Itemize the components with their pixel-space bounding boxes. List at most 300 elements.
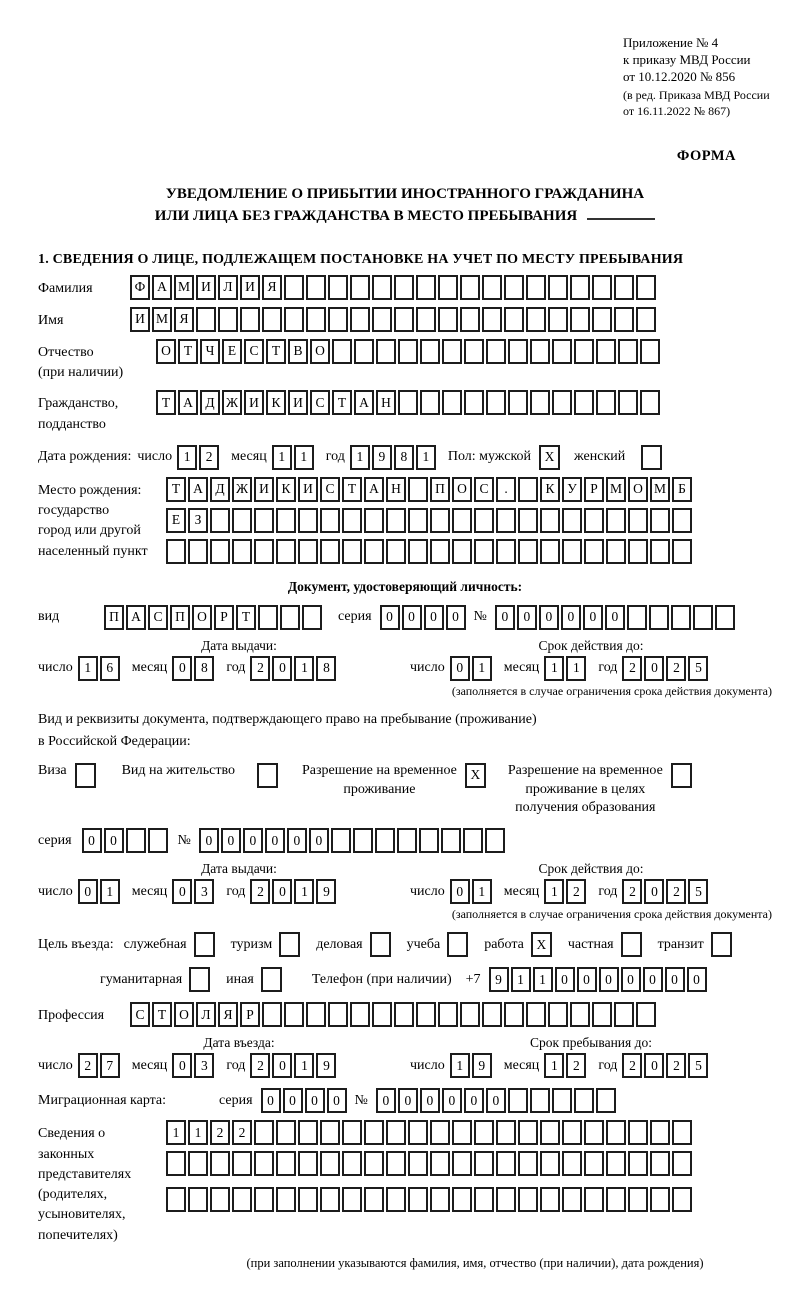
char-cell[interactable]: [640, 339, 660, 364]
char-cell[interactable]: 2: [666, 879, 686, 904]
char-cell[interactable]: [496, 1187, 516, 1212]
char-cell[interactable]: [306, 275, 326, 300]
char-cell[interactable]: [464, 390, 484, 415]
char-cell[interactable]: [232, 508, 252, 533]
char-cell[interactable]: [596, 1088, 616, 1113]
char-cell[interactable]: [548, 1002, 568, 1027]
char-cell[interactable]: [306, 1002, 326, 1027]
char-cell[interactable]: О: [628, 477, 648, 502]
char-cell[interactable]: К: [276, 477, 296, 502]
char-cell[interactable]: [504, 1002, 524, 1027]
char-cell[interactable]: 0: [287, 828, 307, 853]
char-cell[interactable]: С: [474, 477, 494, 502]
char-cell[interactable]: [430, 508, 450, 533]
char-cell[interactable]: [562, 1120, 582, 1145]
char-cell[interactable]: [398, 390, 418, 415]
char-cell[interactable]: [452, 1151, 472, 1176]
char-cell[interactable]: Л: [218, 275, 238, 300]
purpose-other-checkbox[interactable]: [261, 967, 282, 992]
char-cell[interactable]: [650, 1120, 670, 1145]
char-cell[interactable]: И: [254, 477, 274, 502]
char-cell[interactable]: [302, 605, 322, 630]
char-cell[interactable]: [364, 1187, 384, 1212]
char-cell[interactable]: 0: [450, 879, 470, 904]
char-cell[interactable]: [372, 307, 392, 332]
char-cell[interactable]: 0: [605, 605, 625, 630]
char-cell[interactable]: 0: [644, 656, 664, 681]
char-cell[interactable]: [218, 307, 238, 332]
temp-residence-education-checkbox[interactable]: [671, 763, 692, 788]
char-cell[interactable]: [254, 508, 274, 533]
char-cell[interactable]: [430, 1187, 450, 1212]
char-cell[interactable]: 8: [316, 656, 336, 681]
char-cell[interactable]: [672, 539, 692, 564]
char-cell[interactable]: 0: [665, 967, 685, 992]
char-cell[interactable]: [364, 508, 384, 533]
char-cell[interactable]: 0: [283, 1088, 303, 1113]
char-cell[interactable]: [628, 539, 648, 564]
char-cell[interactable]: [328, 275, 348, 300]
char-cell[interactable]: 1: [166, 1120, 186, 1145]
char-cell[interactable]: [526, 307, 546, 332]
char-cell[interactable]: [504, 307, 524, 332]
char-cell[interactable]: 0: [583, 605, 603, 630]
char-cell[interactable]: 9: [472, 1053, 492, 1078]
purpose-commercial-checkbox[interactable]: [370, 932, 391, 957]
char-cell[interactable]: Р: [240, 1002, 260, 1027]
temp-residence-checkbox[interactable]: X: [465, 763, 486, 788]
char-cell[interactable]: [350, 275, 370, 300]
char-cell[interactable]: О: [192, 605, 212, 630]
char-cell[interactable]: 1: [294, 879, 314, 904]
char-cell[interactable]: О: [310, 339, 330, 364]
char-cell[interactable]: [372, 275, 392, 300]
char-cell[interactable]: [394, 275, 414, 300]
char-cell[interactable]: 1: [544, 1053, 564, 1078]
char-cell[interactable]: Я: [262, 275, 282, 300]
char-cell[interactable]: [482, 1002, 502, 1027]
char-cell[interactable]: С: [244, 339, 264, 364]
char-cell[interactable]: 2: [250, 1053, 270, 1078]
char-cell[interactable]: 0: [78, 879, 98, 904]
char-cell[interactable]: [280, 605, 300, 630]
char-cell[interactable]: 1: [294, 1053, 314, 1078]
char-cell[interactable]: [350, 307, 370, 332]
char-cell[interactable]: 0: [376, 1088, 396, 1113]
char-cell[interactable]: 2: [566, 879, 586, 904]
char-cell[interactable]: [508, 1088, 528, 1113]
char-cell[interactable]: [650, 508, 670, 533]
char-cell[interactable]: [298, 1151, 318, 1176]
char-cell[interactable]: Ф: [130, 275, 150, 300]
char-cell[interactable]: [284, 1002, 304, 1027]
char-cell[interactable]: [636, 275, 656, 300]
char-cell[interactable]: [386, 539, 406, 564]
char-cell[interactable]: [474, 1151, 494, 1176]
char-cell[interactable]: 1: [450, 1053, 470, 1078]
char-cell[interactable]: 0: [243, 828, 263, 853]
char-cell[interactable]: [298, 508, 318, 533]
purpose-tourism-checkbox[interactable]: [279, 932, 300, 957]
char-cell[interactable]: 2: [250, 656, 270, 681]
char-cell[interactable]: [518, 539, 538, 564]
char-cell[interactable]: И: [298, 477, 318, 502]
char-cell[interactable]: 0: [561, 605, 581, 630]
char-cell[interactable]: 0: [495, 605, 515, 630]
char-cell[interactable]: [636, 307, 656, 332]
char-cell[interactable]: [508, 339, 528, 364]
char-cell[interactable]: С: [130, 1002, 150, 1027]
char-cell[interactable]: С: [148, 605, 168, 630]
char-cell[interactable]: [210, 1187, 230, 1212]
char-cell[interactable]: [518, 1120, 538, 1145]
char-cell[interactable]: 5: [688, 879, 708, 904]
char-cell[interactable]: 3: [194, 879, 214, 904]
char-cell[interactable]: [342, 1151, 362, 1176]
purpose-private-checkbox[interactable]: [621, 932, 642, 957]
char-cell[interactable]: [276, 539, 296, 564]
char-cell[interactable]: П: [170, 605, 190, 630]
char-cell[interactable]: 2: [622, 656, 642, 681]
char-cell[interactable]: [438, 307, 458, 332]
char-cell[interactable]: [328, 1002, 348, 1027]
char-cell[interactable]: [562, 1151, 582, 1176]
char-cell[interactable]: 1: [544, 879, 564, 904]
char-cell[interactable]: 0: [327, 1088, 347, 1113]
char-cell[interactable]: А: [354, 390, 374, 415]
char-cell[interactable]: А: [178, 390, 198, 415]
char-cell[interactable]: О: [174, 1002, 194, 1027]
char-cell[interactable]: [562, 1187, 582, 1212]
char-cell[interactable]: [394, 307, 414, 332]
char-cell[interactable]: 0: [272, 879, 292, 904]
char-cell[interactable]: [614, 307, 634, 332]
char-cell[interactable]: [438, 1002, 458, 1027]
char-cell[interactable]: [526, 275, 546, 300]
residence-permit-checkbox[interactable]: [257, 763, 278, 788]
char-cell[interactable]: [166, 1151, 186, 1176]
char-cell[interactable]: 1: [511, 967, 531, 992]
char-cell[interactable]: 0: [261, 1088, 281, 1113]
char-cell[interactable]: [148, 828, 168, 853]
char-cell[interactable]: П: [104, 605, 124, 630]
char-cell[interactable]: 0: [380, 605, 400, 630]
char-cell[interactable]: 0: [309, 828, 329, 853]
char-cell[interactable]: [618, 339, 638, 364]
char-cell[interactable]: М: [152, 307, 172, 332]
char-cell[interactable]: [474, 1120, 494, 1145]
char-cell[interactable]: [430, 1120, 450, 1145]
char-cell[interactable]: [496, 508, 516, 533]
char-cell[interactable]: [504, 275, 524, 300]
char-cell[interactable]: [320, 539, 340, 564]
char-cell[interactable]: 0: [450, 656, 470, 681]
char-cell[interactable]: 7: [100, 1053, 120, 1078]
char-cell[interactable]: [262, 1002, 282, 1027]
char-cell[interactable]: [606, 508, 626, 533]
char-cell[interactable]: [188, 1187, 208, 1212]
char-cell[interactable]: [672, 1120, 692, 1145]
char-cell[interactable]: 1: [188, 1120, 208, 1145]
char-cell[interactable]: [210, 1151, 230, 1176]
char-cell[interactable]: [584, 1187, 604, 1212]
char-cell[interactable]: П: [430, 477, 450, 502]
char-cell[interactable]: М: [174, 275, 194, 300]
char-cell[interactable]: [486, 390, 506, 415]
char-cell[interactable]: [562, 508, 582, 533]
char-cell[interactable]: А: [364, 477, 384, 502]
char-cell[interactable]: Н: [386, 477, 406, 502]
char-cell[interactable]: [354, 339, 374, 364]
char-cell[interactable]: [166, 539, 186, 564]
char-cell[interactable]: [518, 477, 538, 502]
char-cell[interactable]: [715, 605, 735, 630]
char-cell[interactable]: Д: [210, 477, 230, 502]
char-cell[interactable]: [614, 1002, 634, 1027]
char-cell[interactable]: [397, 828, 417, 853]
char-cell[interactable]: [518, 1187, 538, 1212]
char-cell[interactable]: 0: [517, 605, 537, 630]
char-cell[interactable]: [232, 539, 252, 564]
char-cell[interactable]: [540, 539, 560, 564]
char-cell[interactable]: 0: [599, 967, 619, 992]
char-cell[interactable]: [386, 508, 406, 533]
char-cell[interactable]: [464, 339, 484, 364]
char-cell[interactable]: С: [310, 390, 330, 415]
char-cell[interactable]: [376, 339, 396, 364]
char-cell[interactable]: [474, 508, 494, 533]
char-cell[interactable]: 0: [221, 828, 241, 853]
char-cell[interactable]: 1: [350, 445, 370, 470]
char-cell[interactable]: [375, 828, 395, 853]
char-cell[interactable]: 0: [420, 1088, 440, 1113]
purpose-humanitarian-checkbox[interactable]: [189, 967, 210, 992]
char-cell[interactable]: [350, 1002, 370, 1027]
char-cell[interactable]: [552, 1088, 572, 1113]
char-cell[interactable]: 0: [687, 967, 707, 992]
char-cell[interactable]: [254, 1120, 274, 1145]
char-cell[interactable]: [482, 307, 502, 332]
char-cell[interactable]: [430, 1151, 450, 1176]
char-cell[interactable]: 8: [394, 445, 414, 470]
char-cell[interactable]: 0: [464, 1088, 484, 1113]
char-cell[interactable]: [628, 1120, 648, 1145]
char-cell[interactable]: С: [320, 477, 340, 502]
char-cell[interactable]: 1: [100, 879, 120, 904]
char-cell[interactable]: [596, 339, 616, 364]
char-cell[interactable]: [592, 275, 612, 300]
char-cell[interactable]: [254, 539, 274, 564]
char-cell[interactable]: [486, 339, 506, 364]
char-cell[interactable]: 2: [232, 1120, 252, 1145]
char-cell[interactable]: [416, 307, 436, 332]
char-cell[interactable]: В: [288, 339, 308, 364]
char-cell[interactable]: [276, 1120, 296, 1145]
char-cell[interactable]: [342, 1120, 362, 1145]
sex-female-checkbox[interactable]: [641, 445, 662, 470]
char-cell[interactable]: 0: [555, 967, 575, 992]
char-cell[interactable]: [210, 539, 230, 564]
char-cell[interactable]: Т: [266, 339, 286, 364]
char-cell[interactable]: И: [130, 307, 150, 332]
char-cell[interactable]: [540, 1187, 560, 1212]
char-cell[interactable]: [408, 1151, 428, 1176]
char-cell[interactable]: [320, 1120, 340, 1145]
char-cell[interactable]: Д: [200, 390, 220, 415]
char-cell[interactable]: [485, 828, 505, 853]
char-cell[interactable]: [606, 1151, 626, 1176]
char-cell[interactable]: М: [606, 477, 626, 502]
sex-male-checkbox[interactable]: X: [539, 445, 560, 470]
char-cell[interactable]: [262, 307, 282, 332]
char-cell[interactable]: 5: [688, 656, 708, 681]
char-cell[interactable]: Ч: [200, 339, 220, 364]
char-cell[interactable]: 1: [472, 879, 492, 904]
char-cell[interactable]: 0: [104, 828, 124, 853]
char-cell[interactable]: [463, 828, 483, 853]
char-cell[interactable]: [331, 828, 351, 853]
char-cell[interactable]: 0: [644, 1053, 664, 1078]
char-cell[interactable]: 1: [472, 656, 492, 681]
char-cell[interactable]: Е: [166, 508, 186, 533]
char-cell[interactable]: [460, 1002, 480, 1027]
char-cell[interactable]: З: [188, 508, 208, 533]
char-cell[interactable]: .: [496, 477, 516, 502]
char-cell[interactable]: А: [188, 477, 208, 502]
char-cell[interactable]: Ж: [232, 477, 252, 502]
char-cell[interactable]: [416, 275, 436, 300]
char-cell[interactable]: [408, 477, 428, 502]
char-cell[interactable]: [548, 275, 568, 300]
char-cell[interactable]: [420, 390, 440, 415]
char-cell[interactable]: 9: [372, 445, 392, 470]
char-cell[interactable]: 2: [666, 1053, 686, 1078]
char-cell[interactable]: [606, 539, 626, 564]
char-cell[interactable]: 0: [172, 879, 192, 904]
char-cell[interactable]: [342, 1187, 362, 1212]
char-cell[interactable]: [672, 1151, 692, 1176]
char-cell[interactable]: Б: [672, 477, 692, 502]
char-cell[interactable]: 9: [316, 1053, 336, 1078]
char-cell[interactable]: 1: [294, 656, 314, 681]
char-cell[interactable]: [650, 1187, 670, 1212]
char-cell[interactable]: [596, 390, 616, 415]
char-cell[interactable]: [372, 1002, 392, 1027]
char-cell[interactable]: 0: [424, 605, 444, 630]
char-cell[interactable]: [386, 1151, 406, 1176]
char-cell[interactable]: [574, 339, 594, 364]
char-cell[interactable]: [627, 605, 647, 630]
char-cell[interactable]: [474, 539, 494, 564]
char-cell[interactable]: 6: [100, 656, 120, 681]
char-cell[interactable]: [394, 1002, 414, 1027]
char-cell[interactable]: 0: [442, 1088, 462, 1113]
char-cell[interactable]: О: [452, 477, 472, 502]
char-cell[interactable]: [210, 508, 230, 533]
char-cell[interactable]: [584, 508, 604, 533]
char-cell[interactable]: [530, 1088, 550, 1113]
char-cell[interactable]: [628, 508, 648, 533]
char-cell[interactable]: [196, 307, 216, 332]
char-cell[interactable]: [284, 307, 304, 332]
char-cell[interactable]: [398, 339, 418, 364]
char-cell[interactable]: [452, 1187, 472, 1212]
char-cell[interactable]: [416, 1002, 436, 1027]
char-cell[interactable]: [592, 1002, 612, 1027]
char-cell[interactable]: [574, 1088, 594, 1113]
char-cell[interactable]: 0: [172, 656, 192, 681]
char-cell[interactable]: [460, 307, 480, 332]
char-cell[interactable]: [298, 1187, 318, 1212]
char-cell[interactable]: 0: [643, 967, 663, 992]
char-cell[interactable]: [452, 539, 472, 564]
char-cell[interactable]: [570, 275, 590, 300]
char-cell[interactable]: [126, 828, 146, 853]
char-cell[interactable]: И: [244, 390, 264, 415]
char-cell[interactable]: И: [196, 275, 216, 300]
char-cell[interactable]: [526, 1002, 546, 1027]
char-cell[interactable]: 2: [78, 1053, 98, 1078]
char-cell[interactable]: 0: [621, 967, 641, 992]
char-cell[interactable]: Р: [584, 477, 604, 502]
char-cell[interactable]: А: [152, 275, 172, 300]
char-cell[interactable]: [650, 1151, 670, 1176]
char-cell[interactable]: [320, 1187, 340, 1212]
char-cell[interactable]: [606, 1187, 626, 1212]
char-cell[interactable]: [672, 508, 692, 533]
char-cell[interactable]: Л: [196, 1002, 216, 1027]
char-cell[interactable]: [320, 508, 340, 533]
char-cell[interactable]: [649, 605, 669, 630]
char-cell[interactable]: [298, 539, 318, 564]
char-cell[interactable]: К: [266, 390, 286, 415]
char-cell[interactable]: [276, 1151, 296, 1176]
char-cell[interactable]: 0: [539, 605, 559, 630]
char-cell[interactable]: 8: [194, 656, 214, 681]
char-cell[interactable]: 0: [402, 605, 422, 630]
char-cell[interactable]: [258, 605, 278, 630]
char-cell[interactable]: 1: [272, 445, 292, 470]
char-cell[interactable]: [628, 1151, 648, 1176]
char-cell[interactable]: 3: [194, 1053, 214, 1078]
char-cell[interactable]: [562, 539, 582, 564]
char-cell[interactable]: [166, 1187, 186, 1212]
char-cell[interactable]: 5: [688, 1053, 708, 1078]
char-cell[interactable]: И: [240, 275, 260, 300]
char-cell[interactable]: 0: [446, 605, 466, 630]
char-cell[interactable]: К: [540, 477, 560, 502]
char-cell[interactable]: [254, 1151, 274, 1176]
char-cell[interactable]: [628, 1187, 648, 1212]
char-cell[interactable]: Т: [236, 605, 256, 630]
char-cell[interactable]: [364, 539, 384, 564]
char-cell[interactable]: Е: [222, 339, 242, 364]
char-cell[interactable]: [232, 1151, 252, 1176]
char-cell[interactable]: [592, 307, 612, 332]
char-cell[interactable]: [306, 307, 326, 332]
char-cell[interactable]: Т: [342, 477, 362, 502]
char-cell[interactable]: [276, 1187, 296, 1212]
char-cell[interactable]: [408, 508, 428, 533]
char-cell[interactable]: Т: [156, 390, 176, 415]
char-cell[interactable]: Н: [376, 390, 396, 415]
char-cell[interactable]: [320, 1151, 340, 1176]
char-cell[interactable]: [570, 1002, 590, 1027]
char-cell[interactable]: 0: [305, 1088, 325, 1113]
char-cell[interactable]: Т: [178, 339, 198, 364]
char-cell[interactable]: [540, 508, 560, 533]
char-cell[interactable]: [420, 339, 440, 364]
